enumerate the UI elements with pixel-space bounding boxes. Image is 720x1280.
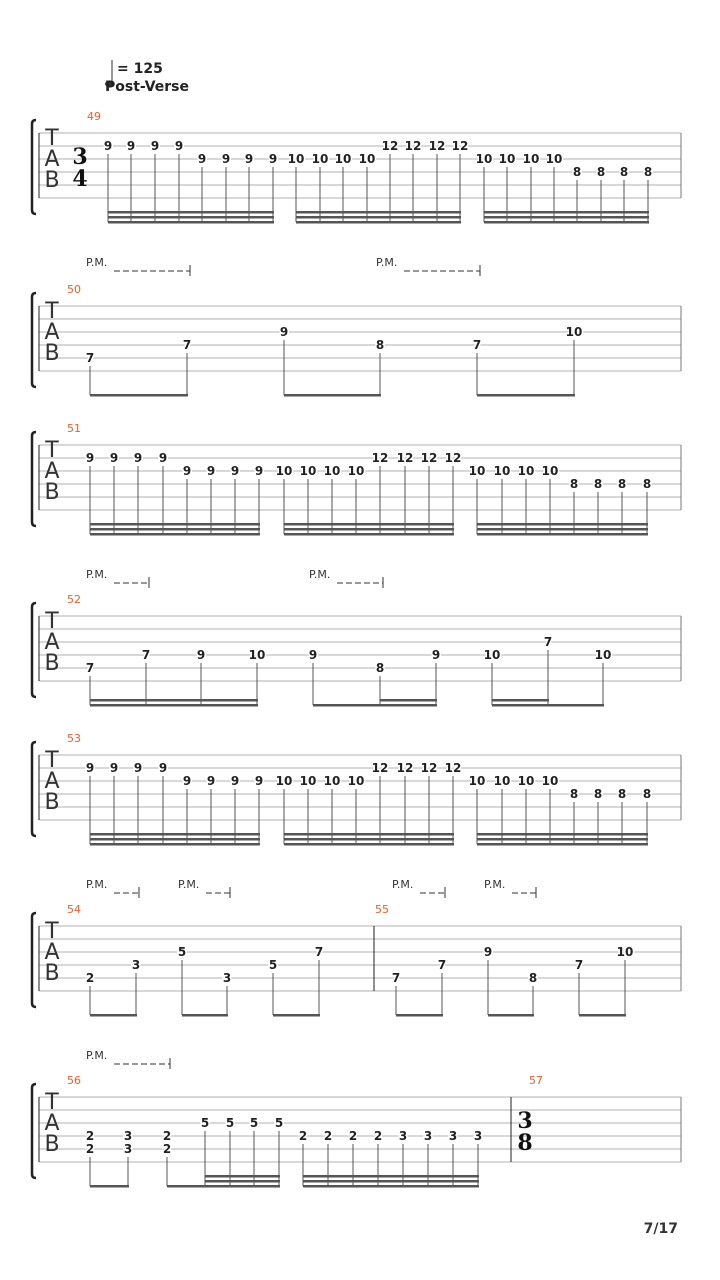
beam — [492, 704, 604, 707]
fret-number: 3 — [398, 1129, 408, 1143]
tab-system — [32, 878, 681, 1017]
tab-clef-letter: B — [44, 341, 60, 366]
beam — [205, 1175, 280, 1178]
fret-number: 3 — [123, 1142, 133, 1156]
fret-number: 7 — [182, 338, 192, 352]
fret-number: 9 — [268, 152, 278, 166]
fret-number: 9 — [279, 325, 289, 339]
fret-number: 9 — [483, 945, 493, 959]
tab-clef-letter: T — [45, 1090, 59, 1115]
fret-number: 5 — [274, 1116, 284, 1130]
time-signature-digit: 4 — [72, 166, 88, 192]
fret-number: 10 — [594, 648, 612, 662]
tab-system — [32, 256, 681, 397]
beam — [296, 216, 461, 219]
fret-number: 10 — [323, 774, 341, 788]
measure-number: 52 — [67, 593, 81, 606]
beam — [313, 704, 437, 707]
tab-system — [32, 422, 681, 536]
beam — [579, 1014, 626, 1017]
fret-number: 2 — [323, 1129, 333, 1143]
beam — [477, 528, 648, 531]
palm-mute-label: P.M. — [484, 878, 506, 891]
tempo-value: = 125 — [117, 61, 163, 77]
system-bracket — [32, 120, 36, 214]
fret-number: 12 — [371, 761, 389, 775]
fret-number: 9 — [254, 774, 264, 788]
fret-number: 8 — [596, 165, 606, 179]
fret-number: 12 — [371, 451, 389, 465]
palm-mute-label: P.M. — [392, 878, 414, 891]
fret-number: 12 — [420, 761, 438, 775]
fret-number: 10 — [347, 774, 365, 788]
fret-number: 9 — [182, 774, 192, 788]
fret-number: 10 — [493, 464, 511, 478]
fret-number: 10 — [299, 464, 317, 478]
beam — [284, 838, 454, 841]
fret-number: 7 — [141, 648, 151, 662]
fret-number: 9 — [196, 648, 206, 662]
fret-number: 10 — [287, 152, 305, 166]
beam — [284, 533, 454, 536]
fret-number: 8 — [375, 661, 385, 675]
tab-system — [32, 110, 681, 224]
beam — [303, 1180, 479, 1183]
beam — [477, 838, 648, 841]
fret-number: 9 — [230, 774, 240, 788]
beam — [477, 533, 648, 536]
beam — [396, 1014, 443, 1017]
fret-number: 10 — [517, 464, 535, 478]
beam — [90, 699, 258, 702]
time-signature-digit: 8 — [517, 1130, 533, 1156]
section-label: Post-Verse — [105, 79, 189, 95]
beam — [167, 1185, 280, 1188]
system-bracket — [32, 1084, 36, 1178]
fret-number: 10 — [468, 464, 486, 478]
measure-number: 57 — [529, 1074, 543, 1087]
fret-number: 9 — [221, 152, 231, 166]
beam — [303, 1175, 479, 1178]
fret-number: 5 — [249, 1116, 259, 1130]
fret-number: 10 — [323, 464, 341, 478]
tab-clef-letter: A — [44, 147, 60, 172]
fret-number: 8 — [593, 477, 603, 491]
tab-clef-letter: T — [45, 438, 59, 463]
fret-number: 10 — [541, 464, 559, 478]
fret-number: 9 — [133, 761, 143, 775]
fret-number: 10 — [248, 648, 266, 662]
palm-mute-label: P.M. — [178, 878, 200, 891]
tab-clef-letter: A — [44, 1111, 60, 1136]
fret-number: 8 — [642, 787, 652, 801]
fret-number: 9 — [158, 451, 168, 465]
palm-mute-label: P.M. — [86, 1049, 108, 1062]
fret-number: 8 — [569, 477, 579, 491]
beam — [273, 1014, 320, 1017]
tab-clef-letter: A — [44, 320, 60, 345]
fret-number: 10 — [468, 774, 486, 788]
system-bracket — [32, 293, 36, 387]
measure-number: 49 — [87, 110, 101, 123]
beam — [90, 528, 260, 531]
fret-number: 7 — [85, 661, 95, 675]
fret-number: 2 — [85, 971, 95, 985]
page-number: 7/17 — [643, 1221, 678, 1237]
fret-number: 9 — [150, 139, 160, 153]
fret-number: 5 — [177, 945, 187, 959]
fret-number: 9 — [109, 761, 119, 775]
beam — [296, 211, 461, 214]
fret-number: 10 — [311, 152, 329, 166]
beam — [90, 1185, 129, 1188]
measure-number: 56 — [67, 1074, 81, 1087]
beam — [90, 704, 258, 707]
fret-number: 10 — [475, 152, 493, 166]
beam — [380, 699, 437, 702]
fret-number: 8 — [593, 787, 603, 801]
tab-clef-letter: B — [44, 480, 60, 505]
beam — [108, 221, 274, 224]
tab-system — [32, 568, 681, 707]
fret-number: 3 — [222, 971, 232, 985]
fret-number: 9 — [197, 152, 207, 166]
fret-number: 12 — [420, 451, 438, 465]
system-bracket — [32, 913, 36, 1007]
beam — [477, 843, 648, 846]
fret-number: 5 — [200, 1116, 210, 1130]
fret-number: 7 — [391, 971, 401, 985]
tab-clef-letter: A — [44, 630, 60, 655]
fret-number: 10 — [517, 774, 535, 788]
fret-number: 2 — [162, 1129, 172, 1143]
fret-number: 8 — [643, 165, 653, 179]
tab-clef-letter: B — [44, 790, 60, 815]
tab-system — [32, 732, 681, 846]
tab-clef-letter: A — [44, 940, 60, 965]
beam — [284, 523, 454, 526]
fret-number: 10 — [541, 774, 559, 788]
fret-number: 10 — [498, 152, 516, 166]
beam — [90, 394, 188, 397]
fret-number: 7 — [543, 635, 553, 649]
fret-number: 10 — [358, 152, 376, 166]
fret-number: 8 — [617, 787, 627, 801]
beam — [182, 1014, 228, 1017]
beam — [477, 523, 648, 526]
fret-number: 12 — [404, 139, 422, 153]
tab-clef-letter: T — [45, 126, 59, 151]
fret-number: 9 — [85, 761, 95, 775]
beam — [90, 838, 260, 841]
measure-number: 51 — [67, 422, 81, 435]
fret-number: 7 — [437, 958, 447, 972]
beam — [284, 843, 454, 846]
fret-number: 10 — [493, 774, 511, 788]
fret-number: 2 — [298, 1129, 308, 1143]
fret-number: 8 — [642, 477, 652, 491]
palm-mute-label: P.M. — [86, 568, 108, 581]
fret-number: 7 — [85, 351, 95, 365]
beam — [284, 528, 454, 531]
beam — [90, 1014, 137, 1017]
fret-number: 9 — [109, 451, 119, 465]
fret-number: 8 — [375, 338, 385, 352]
fret-number: 2 — [85, 1142, 95, 1156]
fret-number: 12 — [444, 451, 462, 465]
fret-number: 12 — [428, 139, 446, 153]
fret-number: 9 — [126, 139, 136, 153]
fret-number: 12 — [451, 139, 469, 153]
fret-number: 12 — [381, 139, 399, 153]
fret-number: 9 — [308, 648, 318, 662]
palm-mute-label: P.M. — [309, 568, 331, 581]
beam — [484, 216, 649, 219]
fret-number: 8 — [569, 787, 579, 801]
time-signature-digit: 3 — [72, 144, 88, 170]
fret-number: 10 — [522, 152, 540, 166]
fret-number: 8 — [528, 971, 538, 985]
measure-number: 50 — [67, 283, 81, 296]
beam — [90, 843, 260, 846]
fret-number: 9 — [431, 648, 441, 662]
fret-number: 10 — [565, 325, 583, 339]
fret-number: 9 — [254, 464, 264, 478]
tab-clef-letter: A — [44, 769, 60, 794]
fret-number: 5 — [225, 1116, 235, 1130]
beam — [284, 833, 454, 836]
fret-number: 9 — [182, 464, 192, 478]
fret-number: 9 — [206, 464, 216, 478]
measure-number: 54 — [67, 903, 81, 916]
fret-number: 3 — [473, 1129, 483, 1143]
measure-number: 53 — [67, 732, 81, 745]
beam — [205, 1180, 280, 1183]
fret-number: 2 — [348, 1129, 358, 1143]
fret-number: 10 — [616, 945, 634, 959]
beam — [90, 533, 260, 536]
fret-number: 5 — [268, 958, 278, 972]
fret-number: 10 — [483, 648, 501, 662]
palm-mute-label: P.M. — [86, 256, 108, 269]
fret-number: 12 — [396, 451, 414, 465]
beam — [90, 523, 260, 526]
fret-number: 9 — [206, 774, 216, 788]
fret-number: 9 — [103, 139, 113, 153]
system-bracket — [32, 742, 36, 836]
tab-clef-letter: B — [44, 168, 60, 193]
beam — [284, 394, 381, 397]
fret-number: 10 — [275, 774, 293, 788]
palm-mute-label: P.M. — [376, 256, 398, 269]
fret-number: 7 — [472, 338, 482, 352]
beam — [108, 216, 274, 219]
fret-number: 7 — [314, 945, 324, 959]
fret-number: 9 — [85, 451, 95, 465]
fret-number: 9 — [158, 761, 168, 775]
fret-number: 10 — [545, 152, 563, 166]
fret-number: 9 — [244, 152, 254, 166]
tab-clef-letter: B — [44, 651, 60, 676]
tab-clef-letter: A — [44, 459, 60, 484]
beam — [484, 221, 649, 224]
tab-clef-letter: T — [45, 609, 59, 634]
beam — [488, 1014, 534, 1017]
beam — [484, 211, 649, 214]
fret-number: 3 — [123, 1129, 133, 1143]
tab-system — [32, 1049, 681, 1188]
fret-number: 8 — [572, 165, 582, 179]
fret-number: 8 — [617, 477, 627, 491]
tab-clef-letter: B — [44, 1132, 60, 1157]
system-bracket — [32, 603, 36, 697]
beam — [303, 1185, 479, 1188]
fret-number: 3 — [448, 1129, 458, 1143]
tab-clef-letter: B — [44, 961, 60, 986]
fret-number: 9 — [133, 451, 143, 465]
time-signature-digit: 3 — [517, 1108, 533, 1134]
fret-number: 2 — [162, 1142, 172, 1156]
tab-clef-letter: T — [45, 919, 59, 944]
fret-number: 12 — [444, 761, 462, 775]
beam — [296, 221, 461, 224]
tab-clef-letter: T — [45, 299, 59, 324]
beam — [108, 211, 274, 214]
fret-number: 10 — [334, 152, 352, 166]
fret-number: 7 — [574, 958, 584, 972]
system-bracket — [32, 432, 36, 526]
beam — [477, 394, 575, 397]
fret-number: 3 — [423, 1129, 433, 1143]
palm-mute-label: P.M. — [86, 878, 108, 891]
fret-number: 10 — [347, 464, 365, 478]
fret-number: 9 — [230, 464, 240, 478]
fret-number: 10 — [275, 464, 293, 478]
fret-number: 3 — [131, 958, 141, 972]
tab-clef-letter: T — [45, 748, 59, 773]
fret-number: 12 — [396, 761, 414, 775]
beam — [90, 833, 260, 836]
fret-number: 8 — [619, 165, 629, 179]
fret-number: 2 — [85, 1129, 95, 1143]
fret-number: 9 — [174, 139, 184, 153]
fret-number: 10 — [299, 774, 317, 788]
beam — [477, 833, 648, 836]
measure-number: 55 — [375, 903, 389, 916]
fret-number: 2 — [373, 1129, 383, 1143]
beam — [492, 699, 549, 702]
